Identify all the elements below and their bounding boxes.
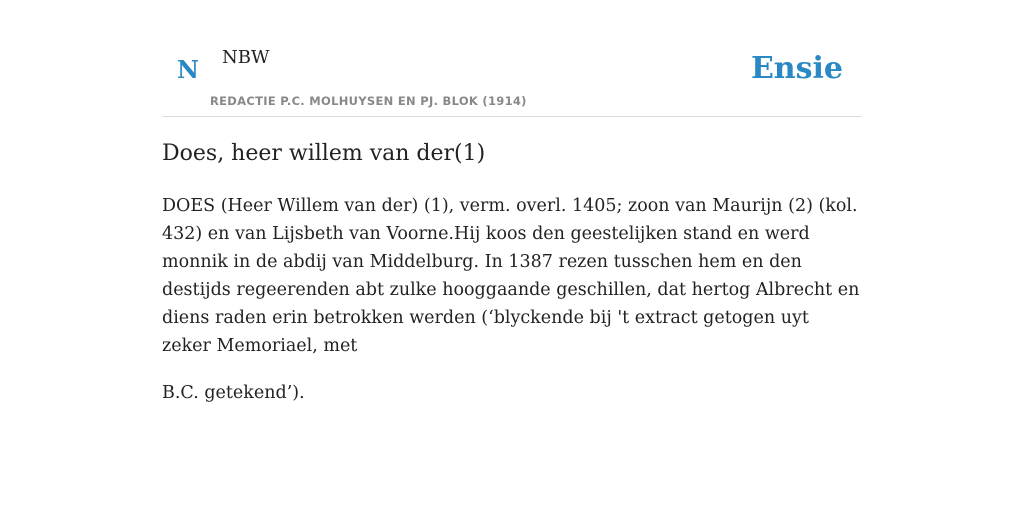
publication-title[interactable]: NBW	[222, 47, 270, 68]
article-body	[162, 192, 862, 407]
publication-subtitle: REDACTIE P.C. MOLHUYSEN EN PJ. BLOK (1914)	[210, 94, 527, 108]
article-paragraph: DOES (Heer Willem van der) (1), verm. overl. 1405; zoon van Maurijn (2) (kol. 432) en van Lijsbeth van Voorne.Hij koos den geestelijken stand en werd monnik in de abdij van Middelburg. In 1387 rezen tusschen hem en den destijds regeerenden abt zulke hooggaande geschillen, dat hertog Albrecht en diens raden erin betrokken werden (‘blyckende bij 't extract getogen uyt zeker Memoriael, met	[162, 196, 860, 356]
brand-logo[interactable]: Ensie	[750, 51, 843, 86]
site-header	[162, 0, 862, 117]
article-title: Does, heer willem van der(1)	[162, 141, 486, 166]
article-paragraph: B.C. getekend’).	[162, 383, 305, 403]
logo-icon[interactable]: N	[177, 55, 199, 84]
